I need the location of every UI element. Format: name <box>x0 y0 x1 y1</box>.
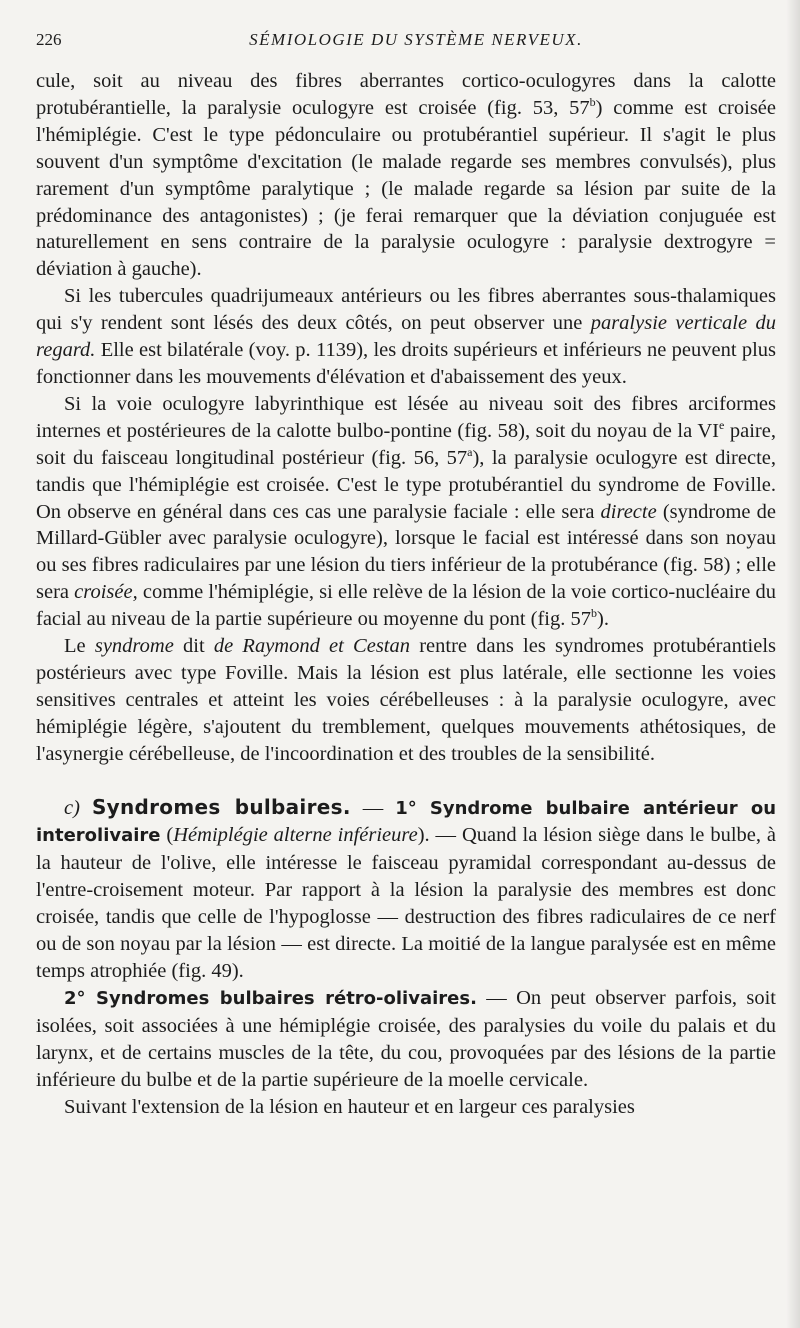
subsection-title-2: 2° Syndromes bulbaires rétro-olivaires. <box>64 987 477 1009</box>
body-text <box>36 68 776 1120</box>
paragraph-1 <box>36 68 776 283</box>
p3-text-6: ). <box>597 608 609 631</box>
p3-text-4: (syndrome de Millard-Gübler avec paralysie oculogyre), lorsque le facial est intéressé dans son noyau ou ses fibres radiculaires par une lésion du tiers inférieur de la protubérance (fig. 58) ; elle sera <box>36 500 776 604</box>
section-title: Syndromes bulbaires. <box>91 794 351 819</box>
p1-superscript: b <box>589 95 596 110</box>
p3-text-3: ), la paralysie oculogyre est directe, tandis que l'hémiplégie est croisée. C'est le type protubérantiel du syndrome de Foville. On observe en général dans ces cas une paralysie faciale : elle sera <box>36 446 776 523</box>
page-number: 226 <box>36 30 62 49</box>
p2-italic-term: paralysie verticale du regard. <box>36 312 776 362</box>
p5-text-1: ( <box>160 824 174 847</box>
p3-italic-1: directe <box>600 500 657 523</box>
p3-italic-2: croisée, <box>74 581 138 604</box>
p4-italic-2: de Raymond et Cestan <box>213 635 411 658</box>
p3-superscript-1: e <box>719 417 725 432</box>
paragraph-7 <box>36 1094 776 1121</box>
p2-text-1: Si les tubercules quadrijumeaux antérieurs ou les fibres aberrantes sous-thalamiques qui s'y rendent sont lésés des deux côtés, on peut observer une <box>36 285 776 335</box>
paragraph-4 <box>36 633 776 768</box>
paragraph-5-section-heading <box>36 794 776 985</box>
subsection-title-1: 1° Syndrome bulbaire antérieur ou interolivaire <box>36 797 777 847</box>
page-edge-shadow <box>786 0 800 1328</box>
p5-dash: — <box>350 796 396 819</box>
p3-superscript-3: b <box>591 606 598 621</box>
p3-superscript-2: a <box>467 444 473 459</box>
p4-italic-1: syndrome <box>94 635 174 658</box>
p4-text-2: dit <box>173 635 214 658</box>
p5-text-2: ). — Quand la lésion siège dans le bulbe, à la hauteur de l'olive, elle intéresse le faisceau pyramidal correspondant au-dessus de l'entre-croisement moteur. Par rapport à la lésion la paralysie des membres est donc croisée, tandis que celle de l'hypoglosse — destruction des fibres radiculaires de ce nerf ou de son noyau par la lésion — est directe. La moitié de la langue paralysée est en même temps atrophiée (fig. 49). <box>36 824 776 982</box>
p3-text-2: paire, soit du faisceau longitudinal postérieur (fig. 56, 57 <box>36 419 776 469</box>
p5-italic: Hémiplégie alterne inférieure <box>173 824 418 847</box>
p1-text-2: ) comme est croisée l'hémiplégie. C'est le type pédonculaire ou protubérantiel supérieur. Il s'agit le plus souvent d'un symptôme d'excitation (le malade regarde ses membres convulsés), plus rarement d'un symptôme paralytique ; (le malade regarde sa lésion par suite de la prédominance des antagonistes) ; (je ferai remarquer que la déviation conjuguée est naturellement en sens contraire de la paralysie oculogyre : paralysie dextrogyre = déviation à gauche). <box>36 96 777 281</box>
p3-text-1: Si la voie oculogyre labyrinthique est lésée au niveau soit des fibres arciformes internes et postérieures de la calotte bulbo-pontine (fig. 58), soit du noyau de la VI <box>36 392 776 442</box>
p1-text-1: cule, soit au niveau des fibres aberrantes cortico-oculogyres dans la calotte protubérantielle, la paralysie oculogyre est croisée (fig. 53, 57 <box>36 70 776 119</box>
running-title: SÉMIOLOGIE DU SYSTÈME NERVEUX. <box>249 30 583 49</box>
p4-text-3: rentre dans les syndromes protubérantiels postérieurs avec type Foville. Mais la lésion est plus latérale, elle sectionne les voies sensitives centrales et atteint les voies cérébelleuses : à la paralysie oculogyre, avec hémiplégie légère, s'ajoutent du tremblement, quelques mouvements athétosiques, de l'asynergie cérébelleuse, de l'incoordination et des troubles de la sensibilité. <box>36 635 776 765</box>
paragraph-3 <box>36 391 776 633</box>
p7-text: Suivant l'extension de la lésion en hauteur et en largeur ces paralysies <box>64 1095 635 1118</box>
p2-text-2: Elle est bilatérale (voy. p. 1139), les droits supérieurs et inférieurs ne peuvent plus fonctionner dans les mouvements d'élévation et d'abaissement des yeux. <box>36 339 776 388</box>
p3-text-5: comme l'hémiplégie, si elle relève de la lésion de la voie cortico-nucléaire du facial au niveau de la partie supérieure ou moyenne du pont (fig. 57 <box>36 581 776 631</box>
p6-text: — On peut observer parfois, soit isolées, soit associées à une hémiplégie croisée, des paralysies du voile du palais et du larynx, et de certains muscles de la tête, du cou, provoquées par des lésions de la partie inférieure du bulbe et de la partie supérieure de la moelle cervicale. <box>36 986 776 1091</box>
section-letter: c) <box>64 796 80 819</box>
paragraph-2 <box>36 283 776 391</box>
paragraph-6 <box>36 985 776 1094</box>
p4-text-1: Le <box>64 635 95 658</box>
running-header <box>36 30 776 60</box>
